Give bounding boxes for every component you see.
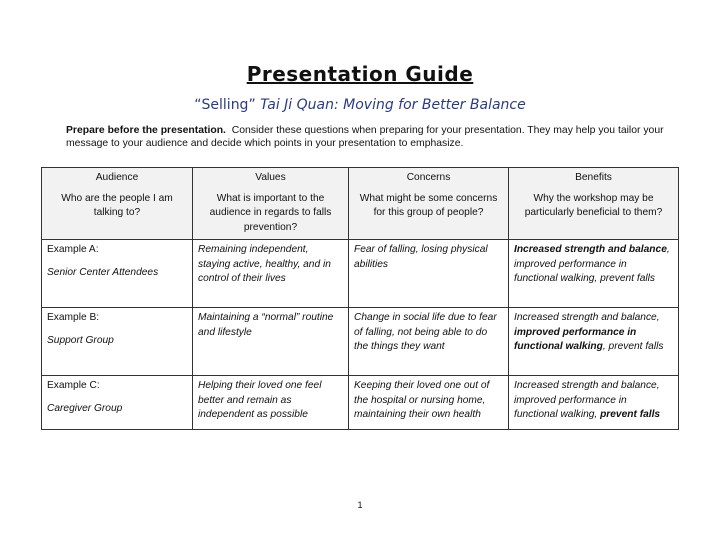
benefit-highlight: improved performance in functional walking	[514, 326, 637, 352]
audience-name: Caregiver Group	[47, 402, 123, 414]
benefit-text: Increased strength and balance, improved performance in functional walking,	[514, 380, 660, 420]
table-row	[42, 308, 679, 376]
benefit-text: , prevent falls	[602, 341, 664, 352]
subtitle-quote: “Selling”	[194, 97, 256, 113]
header-label: Benefits	[575, 172, 612, 183]
header-question: Why the workshop may be particularly beneficial to them?	[524, 192, 663, 218]
intro-text: Consider these questions when preparing for your presentation. They may help you tailor your message to your audience and decide which points in your presentation to emphasize.	[66, 125, 664, 149]
example-label: Example C:	[47, 380, 100, 391]
values-cell: Helping their loved one feel better and remain as independent as possible	[193, 376, 349, 430]
header-question: What is important to the audience in regards to falls prevention?	[209, 192, 332, 233]
header-question: What might be some concerns for this group of people?	[359, 192, 498, 218]
benefit-highlight: prevent falls	[600, 409, 661, 420]
header-label: Audience	[95, 172, 139, 183]
benefits-cell	[509, 240, 679, 308]
example-label: Example B:	[47, 312, 100, 323]
header-question: Who are the people I am talking to?	[61, 192, 173, 218]
benefit-text: , improved performance in functional walking, prevent falls	[514, 244, 670, 284]
benefit-highlight: Increased strength and balance	[514, 244, 667, 255]
concerns-cell: Keeping their loved one out of the hospital or nursing home, maintaining their own health	[349, 376, 509, 430]
audience-name: Senior Center Attendees	[47, 266, 159, 278]
values-cell: Maintaining a “normal” routine and lifestyle	[193, 308, 349, 376]
table-header-row	[42, 168, 679, 240]
benefits-cell	[509, 376, 679, 430]
header-label: Values	[255, 172, 286, 183]
concerns-cell: Change in social life due to fear of falling, not being able to do the things they want	[349, 308, 509, 376]
benefits-cell	[509, 308, 679, 376]
header-label: Concerns	[406, 172, 451, 183]
page-number: 1	[357, 500, 363, 510]
subtitle-product: Tai Ji Quan: Moving for Better Balance	[260, 97, 526, 113]
table-row	[42, 240, 679, 308]
header-concerns	[349, 168, 509, 240]
header-benefits	[509, 168, 679, 240]
intro-lead: Prepare before the presentation.	[66, 125, 226, 136]
presentation-guide-table	[41, 167, 679, 430]
page-subtitle	[0, 97, 720, 113]
audience-cell	[42, 376, 193, 430]
intro-paragraph	[66, 124, 666, 150]
audience-name: Support Group	[47, 334, 114, 346]
example-label: Example A:	[47, 244, 99, 255]
table-row	[42, 376, 679, 430]
page-title: Presentation Guide	[246, 62, 474, 86]
benefit-text: Increased strength and balance,	[514, 312, 660, 323]
audience-cell	[42, 240, 193, 308]
values-cell: Remaining independent, staying active, healthy, and in control of their lives	[193, 240, 349, 308]
header-audience	[42, 168, 193, 240]
audience-cell	[42, 308, 193, 376]
concerns-cell: Fear of falling, losing physical abilities	[349, 240, 509, 308]
header-values	[193, 168, 349, 240]
